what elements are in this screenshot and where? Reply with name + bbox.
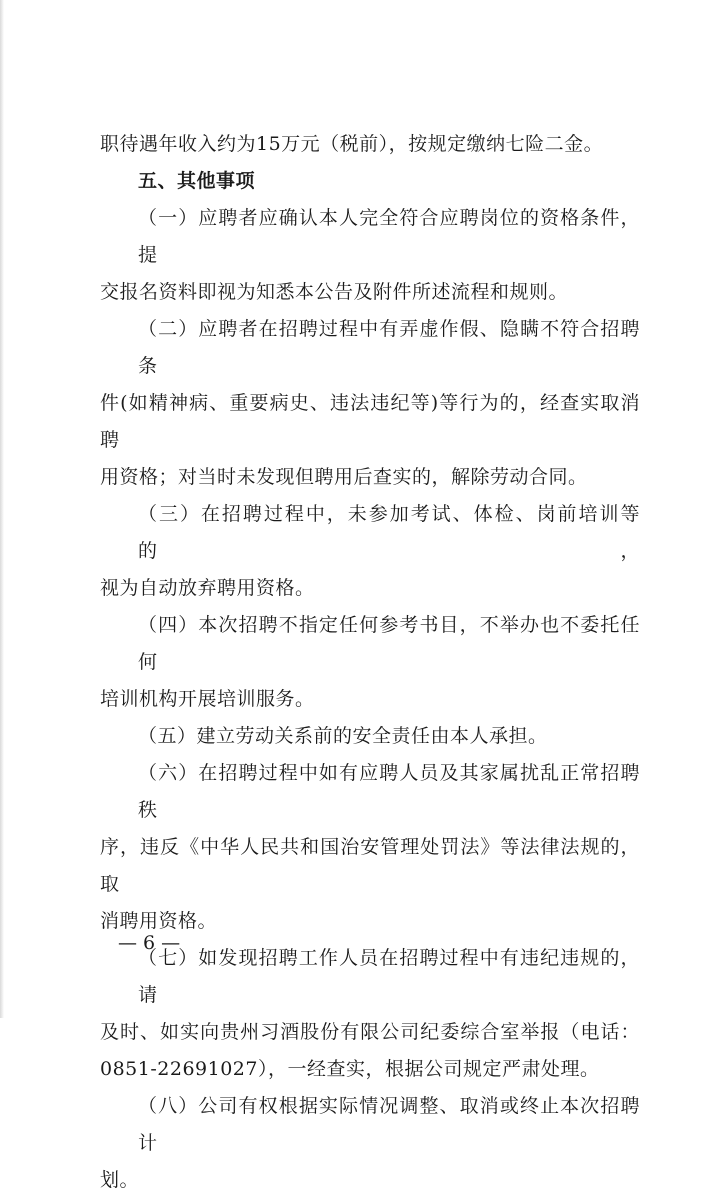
paragraph-line: （一）应聘者应确认本人完全符合应聘岗位的资格条件，提: [138, 207, 640, 266]
paragraph-line: （五）建立劳动关系前的安全责任由本人承担。: [138, 725, 548, 747]
paragraph-line: 0851-22691027），一经查实，根据公司规定严肃处理。: [100, 1058, 600, 1080]
paragraph-line: 职待遇年收入约为15万元（税前），按规定缴纳七险二金。: [100, 133, 604, 155]
section-heading: 五、其他事项: [138, 170, 256, 192]
paragraph-line: 交报名资料即视为知悉本公告及附件所述流程和规则。: [100, 281, 569, 303]
paragraph-line: 划。: [100, 1169, 140, 1191]
paragraph-line: （四）本次招聘不指定任何参考书目，不举办也不委托任何: [138, 614, 640, 673]
paragraph-line: （八）公司有权根据实际情况调整、取消或终止本次招聘计: [138, 1095, 640, 1154]
paragraph-line: 培训机构开展培训服务。: [100, 688, 315, 710]
paragraph-line: （七）如发现招聘工作人员在招聘过程中有违纪违规的，请: [138, 947, 640, 1006]
paragraph-line: （六）在招聘过程中如有应聘人员及其家属扰乱正常招聘秩: [138, 762, 640, 821]
paragraph-line: 序，违反《中华人民共和国治安管理处罚法》等法律法规的，取: [100, 836, 640, 895]
page-number: — 6 —: [118, 932, 181, 954]
page-edge: [0, 0, 4, 1018]
paragraph-line: 及时、如实向贵州习酒股份有限公司纪委综合室举报（电话：: [100, 1021, 640, 1043]
paragraph-line: 消聘用资格。: [100, 910, 218, 932]
paragraph-line: 件(如精神病、重要病史、违法违纪等)等行为的，经查实取消聘: [100, 392, 640, 451]
paragraph-line: 视为自动放弃聘用资格。: [100, 577, 315, 599]
paragraph-line: 用资格；对当时未发现但聘用后查实的，解除劳动合同。: [100, 466, 588, 488]
paragraph-line: （三）在招聘过程中，未参加考试、体检、岗前培训等的，: [138, 503, 640, 562]
paragraph-line: （二）应聘者在招聘过程中有弄虚作假、隐瞒不符合招聘条: [138, 318, 640, 377]
document-body: [100, 126, 640, 1199]
